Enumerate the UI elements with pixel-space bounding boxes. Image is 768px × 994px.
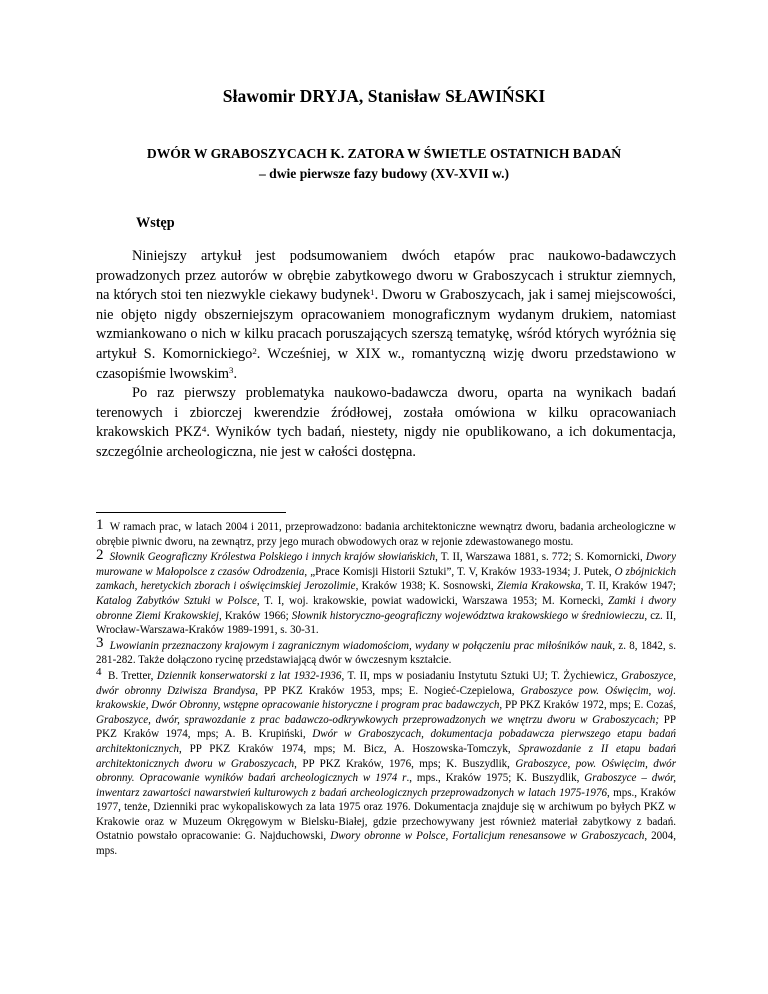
cited-title: Graboszyce pow. Oświęcim, woj. krakowskie, Dwór Obronny, wstępne opracowanie historyczne i program prac badawczych <box>96 684 676 712</box>
article-title: DWÓR W GRABOSZYCACH K. ZATORA W ŚWIETLE OSTATNICH BADAŃ <box>146 146 622 161</box>
cited-title: Ziemia Krakowska <box>496 580 581 593</box>
authors: Sławomir DRYJA, Stanisław SŁAWIŃSKI <box>222 86 546 106</box>
cited-title: Zamki i dwory obronne Ziemi Krakowskiej <box>96 594 677 622</box>
p1-text-a: Niniejszy artykuł jest podsumowaniem dwóch etapów prac naukowo-badawczych prowadzonych przez autorów w obrębie zabytkowego dworu w Graboszycach i struktur ziemnych, na których stoi ten niezwykle ciekawy budynek <box>96 248 676 304</box>
footnote-ref-3: 3 <box>229 365 234 376</box>
footnote-text: , PP PKZ Kraków 1953, mps; E. Nogieć-Czepielowa, <box>255 684 521 697</box>
footnote-text: , T. II, Kraków 1947; <box>580 580 676 593</box>
footnote-text: , mps., Kraków 1977, tenże, Dzienniki prac wykopaliskowych za lata 1975 oraz 1976. Dokumentacja znajduje się w archiwum po byłych PKZ w Krakowie oraz w Muzeum Okręgowym w Bielsku-Białej, gdzie przechowywany jest również materiał zabytkowy z badań. Ostatnio powstało opracowanie: G. Najduchowski, <box>96 786 676 843</box>
footnote-separator <box>96 512 286 513</box>
footnotes <box>96 516 677 860</box>
footnote-1 <box>96 516 676 549</box>
footnote-4 <box>96 666 677 859</box>
footnote-ref-1: 1 <box>370 286 375 297</box>
footnote-text: , „Prace Komisji Historii Sztuki”, T. V, Kraków 1933-1934; J. Putek, <box>304 565 615 578</box>
footnote-2 <box>96 546 677 638</box>
cited-title: Graboszyce, dwór, sprawozdanie z prac badawczo-odkrywkowych przeprowadzonych we wnętrzu dworu w Graboszycach; <box>96 713 660 726</box>
article-subtitle: – dwie pierwsze fazy budowy (XV-XVII w.) <box>258 166 510 181</box>
cited-title: Dwory murowane w Małopolsce z czasów Odrodzenia <box>96 551 676 578</box>
footnote-mark: 1 <box>96 516 104 533</box>
footnote-text: , T. II, Warszawa 1881, s. 772; S. Komornicki, <box>435 551 646 564</box>
footnote-text: , PP PKZ Kraków, 1976, mps; K. Buszydlik, <box>294 757 516 770</box>
p1-text-d: . <box>233 365 238 382</box>
footnote-mark: 3 <box>96 635 104 652</box>
p2-text-a: Po raz pierwszy problematyka naukowo-badawcza dworu, oparta na wynikach badań terenowych i zbiorczej kwerendzie źródłowej, została omówiona w kilku opracowaniach krakowskich PKZ <box>96 385 676 441</box>
footnote-ref-4: 4 <box>201 423 207 434</box>
footnote-text: , 2004, mps. <box>96 830 676 858</box>
footnote-text: PP PKZ Kraków 1974, mps; A. B. Krupiński, <box>96 713 676 741</box>
cited-title: Lwowianin przeznaczony krajowym i zagranicznym wiadomościom, wydany w połączeniu prac miłośników nauk <box>109 639 613 652</box>
cited-title: O zbójnickich zamkach, heretyckich zborach i oświęcimskiej Jerozolimie <box>96 565 676 593</box>
footnote-text: ., mps., Kraków 1975; K. Buszydlik, <box>406 772 585 785</box>
footnote-text: , T. II, mps w posiadaniu Instytutu Sztuki UJ; T. Żychiewicz, <box>341 669 622 682</box>
p2-text-b: . Wyników tych badań, niestety, nigdy nie opublikowano, a ich dokumentacja, szczególnie archeologiczna, nie jest w całości dostępna. <box>96 424 676 460</box>
footnote-text: , Kraków 1966; <box>219 609 292 622</box>
paragraph-1 <box>96 247 676 384</box>
footnote-text: , Kraków 1938; K. Sosnowski, <box>355 580 497 593</box>
body-text <box>96 247 676 463</box>
footnote-text: , z. 8, 1842, s. 281-282. Także dołączono rycinę przedstawiającą dwór w ówczesnym kształcie. <box>96 639 676 667</box>
cited-title: Graboszyce, pow. Oświęcim, dwór obronny. Opracowanie wyników badań archeologicznych w 1974 r <box>96 757 677 785</box>
footnote-text: B. Tretter, <box>108 669 157 682</box>
footnote-ref-2: 2 <box>252 345 257 356</box>
cited-title: Słownik Geograficzny Królestwa Polskiego i innych krajów słowiańskich <box>109 551 436 564</box>
footnote-text: W ramach prac, w latach 2004 i 2011, przeprowadzono: badania architektoniczne wewnątrz dworu, badania archeologiczne w obrębie piwnic dworu, na zewnątrz, przy jego murach obwodowych oraz w rejonie zdewastowanego mostu. <box>96 521 676 548</box>
cited-title: Sprawozdanie z II etapu badań architektonicznych dworu w Graboszycach <box>96 742 676 770</box>
cited-title: Katalog Zabytków Sztuki w Polsce <box>96 594 257 607</box>
footnote-text: , T. I, woj. krakowskie, powiat wadowicki, Warszawa 1953; M. Kornecki, <box>256 594 609 607</box>
cited-title: Dwór w Graboszycach, dokumentacja pobadawcza pierwszego etapu badań architektonicznych <box>96 728 676 755</box>
cited-title: Graboszyce, dwór obronny Dziwisza Brandysa <box>96 669 677 697</box>
footnote-mark: 4 <box>96 666 102 679</box>
cited-title: Dwory obronne w Polsce, Fortalicjum renesansowe w Graboszycach <box>330 830 645 843</box>
cited-title: Graboszyce – dwór, inwentarz zawartości nawarstwień kulturowych z badań archeologicznych przeprowadzonych w latach 1975-1976 <box>96 772 676 799</box>
p1-text-c: . Wcześniej, w XIX w., romantyczną wizję dworu przedstawiono w czasopiśmie lwowskim <box>96 345 677 382</box>
footnote-mark: 2 <box>96 546 104 563</box>
section-heading: Wstęp <box>136 215 175 231</box>
footnote-text: , cz. II, Wrocław-Warszawa-Kraków 1989-1991, s. 30-31. <box>96 609 677 637</box>
paragraph-2 <box>96 384 676 462</box>
footnote-text: , PP PKZ Kraków 1972, mps; E. Cozaś, <box>499 699 676 712</box>
footnote-3 <box>96 635 676 668</box>
cited-title: Słownik historyczno-geograficzny województwa krakowskiego w średniowieczu <box>291 609 645 622</box>
cited-title: Dziennik konserwatorski z lat 1932-1936 <box>156 669 342 682</box>
p1-text-b: . Dworu w Graboszycach, jak i samej miejscowości, nie objęto nigdy obszerniejszym opracowaniem monograficznym wydanym drukiem, natomiast wzmiankowano o nich w kilku pracach poruszających szerszą tematykę, wśród których wyróżnia się artykuł S. Komornickiego <box>96 287 677 362</box>
footnote-text: , PP PKZ Kraków 1974, mps; M. Bicz, A. Hoszowska-Tomczyk, <box>179 742 519 755</box>
